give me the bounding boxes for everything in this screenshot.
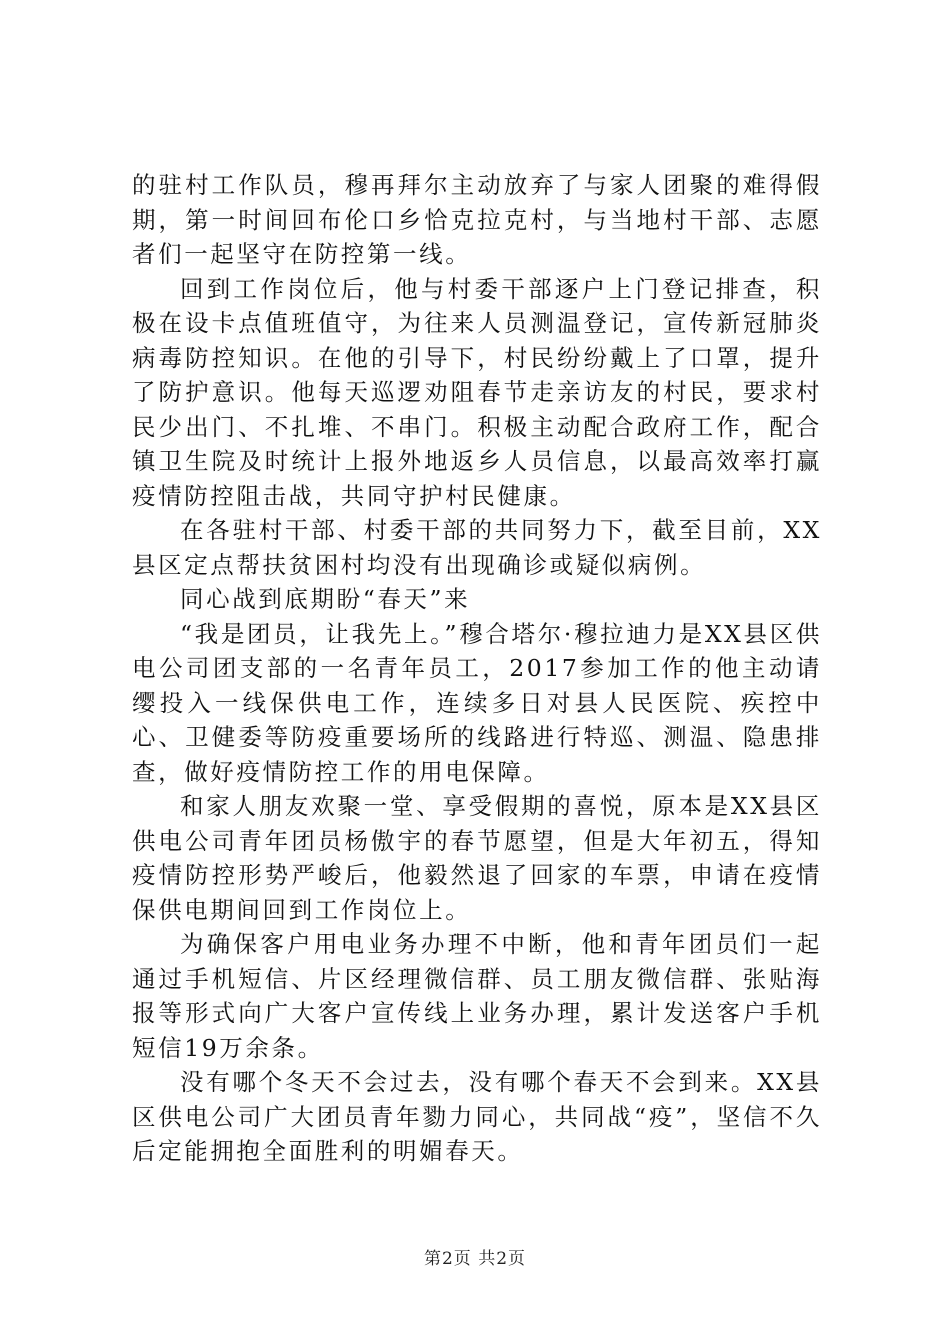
- document-body: [132, 168, 822, 1169]
- paragraph-4: “我是团员，让我先上。”穆合塔尔·穆拉迪力是XX县区供电公司团支部的一名青年员工，2017参加工作的他主动请缨投入一线保供电工作，连续多日对县人民医院、疾控中心、卫健委等防疫重要场所的线路进行特巡、测温、隐患排查，做好疫情防控工作的用电保障。: [132, 619, 822, 786]
- section-heading: 同心战到底期盼“春天”来: [180, 585, 471, 613]
- page-number-footer: 第2页 共2页: [423, 1249, 527, 1269]
- paragraph-6: 为确保客户用电业务办理不中断，他和青年团员们一起通过手机短信、片区经理微信群、员工朋友微信群、张贴海报等形式向广大客户宣传线上业务办理，累计发送客户手机短信19万余条。: [132, 930, 822, 1062]
- paragraph-1: 的驻村工作队员，穆再拜尔主动放弃了与家人团聚的难得假期，第一时间回布伦口乡恰克拉克村，与当地村干部、志愿者们一起坚守在防控第一线。: [132, 171, 822, 268]
- paragraph-7: 没有哪个冬天不会过去，没有哪个春天不会到来。XX县区供电公司广大团员青年勠力同心，共同战“疫”，坚信不久后定能拥抱全面胜利的明媚春天。: [132, 1068, 822, 1165]
- paragraph-3: 在各驻村干部、村委干部的共同努力下，截至目前，XX县区定点帮扶贫困村均没有出现确诊或疑似病例。: [132, 516, 822, 579]
- paragraph-2: 回到工作岗位后，他与村委干部逐户上门登记排查，积极在设卡点值班值守，为往来人员测温登记，宣传新冠肺炎病毒防控知识。在他的引导下，村民纷纷戴上了口罩，提升了防护意识。他每天巡逻劝阻春节走亲访友的村民，要求村民少出门、不扎堆、不串门。积极主动配合政府工作，配合镇卫生院及时统计上报外地返乡人员信息，以最高效率打赢疫情防控阻击战，共同守护村民健康。: [132, 274, 822, 510]
- paragraph-5: 和家人朋友欢聚一堂、享受假期的喜悦，原本是XX县区供电公司青年团员杨傲宇的春节愿望，但是大年初五，得知疫情防控形势严峻后，他毅然退了回家的车票，申请在疫情保供电期间回到工作岗位上。: [132, 792, 822, 924]
